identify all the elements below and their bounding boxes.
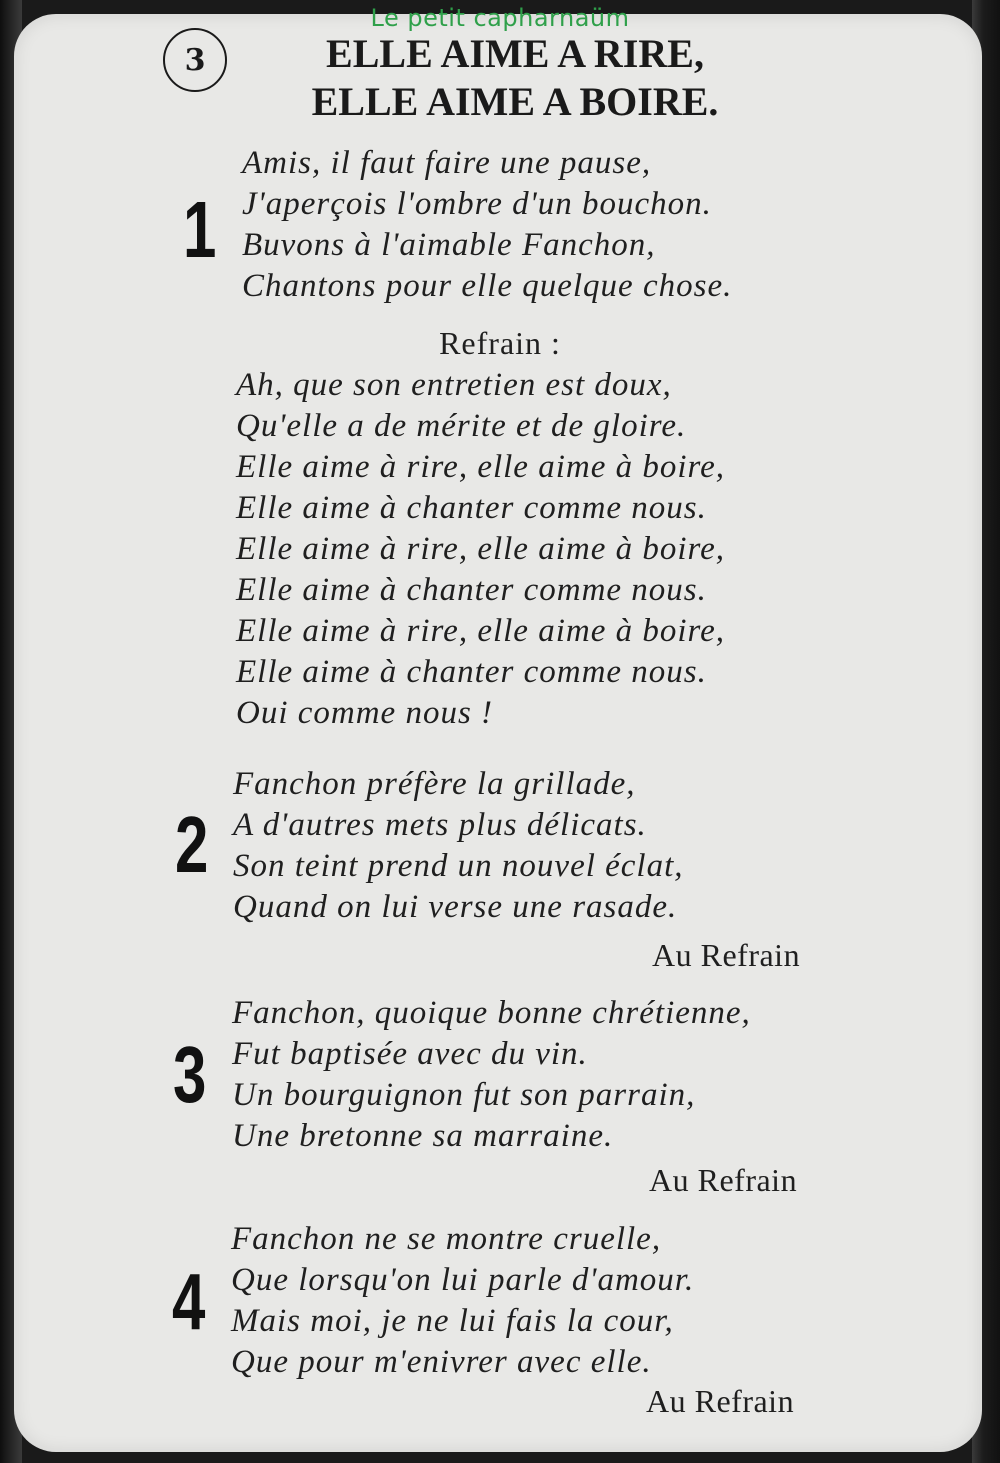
- verse-line: Quand on lui verse une rasade.: [233, 889, 678, 925]
- verse-line: Fanchon préfère la grillade,: [233, 766, 636, 802]
- refrain-line: Elle aime à chanter comme nous.: [236, 654, 707, 690]
- verse-number-3: 3: [173, 1030, 207, 1119]
- refrain-line: Elle aime à rire, elle aime à boire,: [236, 613, 726, 649]
- verse-1-lines: [242, 143, 732, 307]
- watermark: Le petit capharnaüm: [370, 4, 630, 32]
- verse-line: Fanchon ne se montre cruelle,: [231, 1221, 662, 1257]
- verse-number-2: 2: [175, 800, 209, 889]
- verse-2-lines: [233, 764, 684, 928]
- verse-line: Une bretonne sa marraine.: [232, 1118, 614, 1154]
- refrain-line: Elle aime à rire, elle aime à boire,: [236, 449, 726, 485]
- refrain-label: Refrain :: [439, 325, 561, 361]
- verse-number-1: 1: [183, 185, 217, 274]
- song-title-line-1: ELLE AIME A RIRE,: [326, 31, 704, 76]
- refrain-line: Elle aime à chanter comme nous.: [236, 490, 707, 526]
- verse-3-lines: [232, 993, 751, 1157]
- verse-number-4: 4: [172, 1257, 206, 1346]
- verse-line: J'aperçois l'ombre d'un bouchon.: [242, 186, 712, 222]
- song-number-badge: [163, 28, 227, 92]
- verse-line: Que lorsqu'on lui parle d'amour.: [231, 1262, 695, 1298]
- refrain-line: Ah, que son entretien est doux,: [236, 367, 672, 403]
- au-refrain-4: Au Refrain: [646, 1383, 795, 1419]
- refrain-line: Qu'elle a de mérite et de gloire.: [236, 408, 687, 444]
- verse-line: A d'autres mets plus délicats.: [233, 807, 647, 843]
- refrain-line: Elle aime à rire, elle aime à boire,: [236, 531, 726, 567]
- au-refrain-2: Au Refrain: [652, 937, 801, 973]
- refrain-line: Elle aime à chanter comme nous.: [236, 572, 707, 608]
- song-title-line-2: ELLE AIME A BOIRE.: [311, 79, 719, 124]
- verse-line: Amis, il faut faire une pause,: [242, 145, 652, 181]
- verse-line: Fanchon, quoique bonne chrétienne,: [232, 995, 751, 1031]
- song-title: [250, 30, 780, 126]
- au-refrain-3: Au Refrain: [649, 1162, 798, 1198]
- verse-line: Son teint prend un nouvel éclat,: [233, 848, 684, 884]
- verse-line: Que pour m'enivrer avec elle.: [231, 1344, 652, 1380]
- verse-4-lines: [231, 1219, 694, 1383]
- verse-line: Buvons à l'aimable Fanchon,: [242, 227, 656, 263]
- verse-line: Chantons pour elle quelque chose.: [242, 268, 733, 304]
- verse-line: Fut baptisée avec du vin.: [232, 1036, 588, 1072]
- refrain-lines: [236, 365, 725, 734]
- verse-line: Mais moi, je ne lui fais la cour,: [231, 1303, 674, 1339]
- verse-line: Un bourguignon fut son parrain,: [232, 1077, 696, 1113]
- song-number: 3: [184, 42, 206, 78]
- refrain-line: Oui comme nous !: [236, 695, 494, 731]
